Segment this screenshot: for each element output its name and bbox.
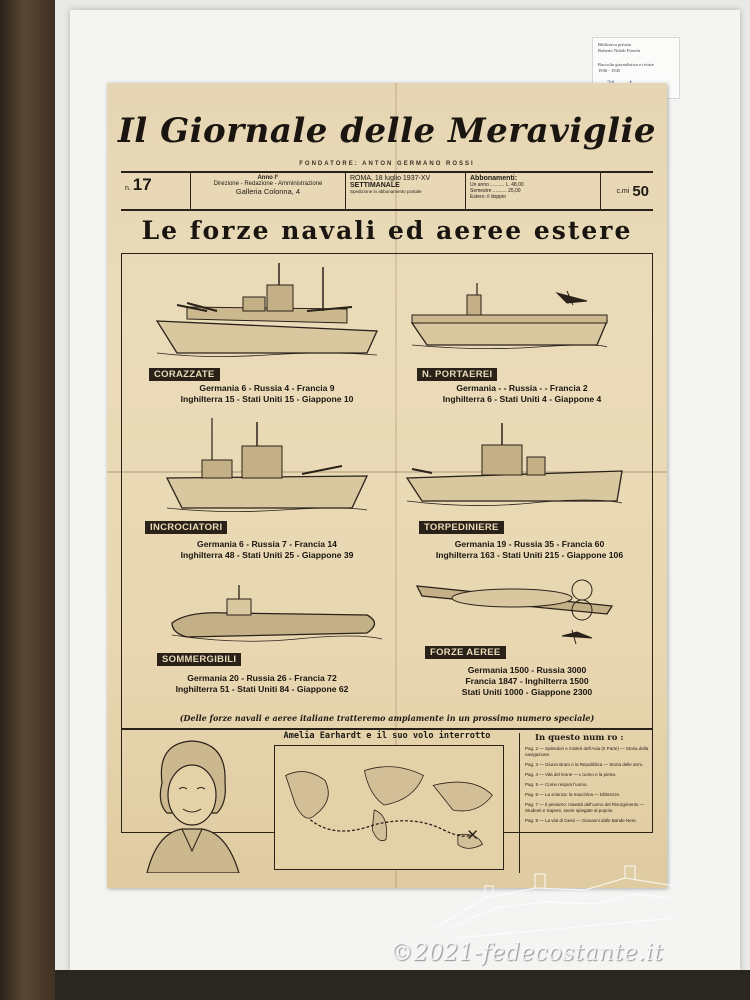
category-label-cruisers: INCROCIATORI	[145, 521, 227, 534]
address: Galleria Colonna, 4	[235, 187, 301, 196]
category-label-torpedo-boats: TORPEDINIERE	[419, 521, 504, 534]
earhart-portrait-illustration	[127, 733, 257, 873]
stats-line: Inghilterra 163 - Stati Uniti 215 - Giappone 106	[435, 550, 624, 560]
category-stats-cruisers	[127, 539, 407, 561]
newspaper-sheet	[107, 83, 667, 888]
price-label: c.mi	[616, 187, 630, 195]
battleship-illustration	[147, 261, 387, 371]
headline: Le forze navali ed aeree estere	[141, 216, 633, 245]
price: 50	[632, 182, 649, 200]
stats-line: Germania 1500 - Russia 3000	[467, 665, 587, 675]
category-stats-submarines	[127, 673, 397, 695]
cruiser-illustration	[162, 418, 372, 518]
table-of-contents	[519, 733, 649, 873]
archive-line-1: Biblioteca privata	[598, 42, 631, 47]
issue-date: ROMA, 18 luglio 1937-XV	[350, 175, 431, 182]
watermark-text: ©2021-fedecostante.it	[390, 940, 664, 966]
flight-route-map	[274, 745, 504, 870]
abb-row: Estero: il doppio	[470, 194, 506, 200]
category-label-battleships: CORAZZATE	[149, 368, 220, 381]
toc-item: Pag. 7 — Il pensiero: maestà dell'uomo del Risorgimento — Studenti e Sapere, storie spiegate al popolo.	[525, 802, 645, 813]
stats-line: Francia 1847 - Inghilterra 1500	[465, 676, 589, 686]
info-bar	[121, 171, 653, 211]
toc-item: Pag. 8 — La vita di Gesù — Giovanni dalle Bande Nere.	[525, 818, 638, 823]
stats-line: Germania 6 - Russia 7 - Francia 14	[197, 539, 337, 549]
toc-item: Pag. 2 — Splendori e misteri dell'Asia (II Parte) — Storia della navigazione.	[525, 746, 649, 757]
torpedo-boat-illustration	[402, 423, 627, 513]
abb-row: Un anno .......... L. 48,00	[470, 182, 524, 188]
stats-line: Germania - - Russia - - Francia 2	[456, 383, 588, 393]
stats-line: Stati Uniti 1000 - Giappone 2300	[461, 687, 593, 697]
category-label-submarines: SOMMERGIBILI	[157, 653, 241, 666]
founder-line: FONDATORE: ANTON GERMANO ROSSI	[299, 161, 475, 167]
stats-line: Inghilterra 51 - Stati Uniti 84 - Giappone 62	[175, 684, 349, 694]
issue-number-box	[121, 173, 191, 209]
price-box	[601, 173, 653, 209]
toc-item: Pag. 3 — Giunio Bruto e la Repubblica — Storia delle armi.	[525, 762, 644, 767]
category-stats-carriers	[402, 383, 642, 405]
stats-line: Germania 20 - Russia 26 - Francia 72	[187, 673, 337, 683]
anno: Anno I°	[257, 175, 279, 181]
direction-box	[191, 173, 346, 209]
stats-line: Inghilterra 15 - Stati Uniti 15 - Giappone 10	[180, 394, 354, 404]
category-stats-battleships	[127, 383, 407, 405]
subscription-box	[466, 173, 601, 209]
binder-spine	[0, 0, 60, 1000]
map-title: Amelia Earhardt e il suo volo interrotto	[283, 731, 491, 741]
submarine-illustration	[167, 583, 387, 653]
bottom-edge	[55, 970, 750, 1000]
toc-title: In questo num ro :	[535, 733, 624, 743]
stats-line: Germania 6 - Russia 4 - Francia 9	[199, 383, 335, 393]
editorial-note: (Delle forze navali e aeree italiane tratteremo ampiamente in un prossimo numero speciale)	[179, 713, 595, 723]
stats-line: Inghilterra 48 - Stati Uniti 25 - Giappone 39	[180, 550, 354, 560]
aircraft-illustration	[412, 566, 627, 646]
category-stats-air-forces	[412, 665, 642, 698]
stats-line: Germania 19 - Russia 35 - Francia 60	[454, 539, 605, 549]
masthead: Il Giornale delle Meraviglie	[117, 111, 657, 151]
spedizione: Spedizione in abbonamento postale	[350, 189, 422, 194]
toc-item: Pag. 6 — La scienza: la macchina — Ebbrezze.	[525, 792, 621, 797]
issue-label: n.	[125, 185, 131, 192]
section-divider	[121, 728, 653, 730]
stats-line: Inghilterra 6 - Stati Uniti 4 - Giappone 4	[442, 394, 602, 404]
category-stats-torpedo-boats	[402, 539, 657, 561]
direzione: Direzione - Redazione - Amministrazione	[213, 181, 323, 187]
date-box	[346, 173, 466, 209]
abb-row: Semestre .......... 25,00	[470, 188, 521, 194]
frequency: SETTIMANALE	[350, 182, 400, 189]
archive-line-2: Roberto Nobili Fiaschi	[598, 48, 641, 53]
issue-number: 17	[132, 175, 152, 194]
archive-line-3: Raccolta giornalistica e riviste	[598, 62, 654, 67]
abbonamenti-label: Abbonamenti:	[470, 175, 518, 182]
watermark-castle-logo	[425, 858, 685, 943]
category-label-carriers: N. PORTAEREI	[417, 368, 497, 381]
category-label-air-forces: FORZE AEREE	[425, 646, 506, 659]
toc-item: Pag. 4 — Vita del leone — L'uomo e la pietra.	[525, 772, 617, 777]
carrier-illustration	[407, 283, 617, 363]
archive-line-4: 1930 - 1945	[598, 68, 621, 73]
toc-item: Pag. 5 — Come respira l'uomo.	[525, 782, 588, 787]
